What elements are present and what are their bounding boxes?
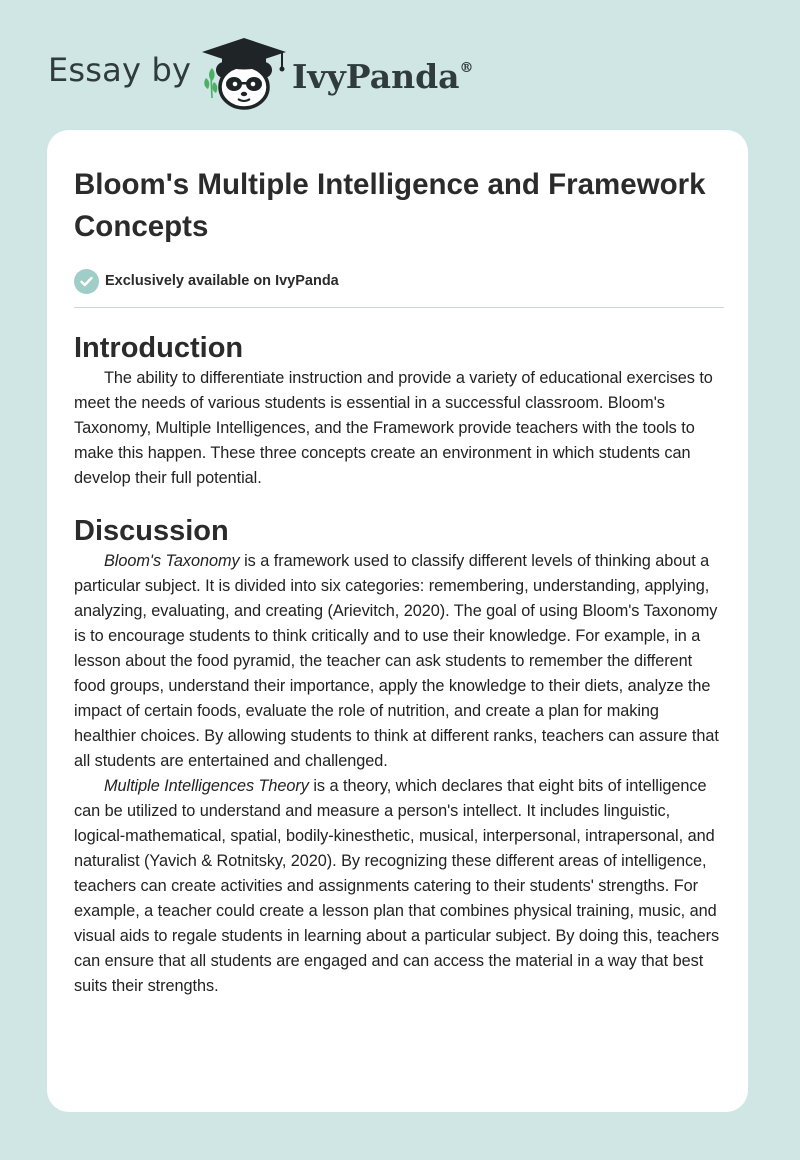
site-header [0,0,800,120]
paragraph-lead-term: Bloom's Taxonomy [104,552,240,570]
page-title: Bloom's Multiple Intelligence and Framework Concepts [74,168,706,243]
paragraph-text: is a framework used to classify different levels of thinking about a particular subject. It is divided into six categories: remembering, understanding, applying, analyzing, evaluating, and creating (Arievitch, 2020). The goal of using Bloom's Taxonomy is to encourage students to think critically and to use their knowledge. For example, in a lesson about the food pyramid, the teacher can ask students to remember the different food groups, understand their importance, apply the knowledge to their diets, analyze the impact of certain foods, evaluate the role of nutrition, and create a plan for making healthier choices. By allowing students to think at different ranks, teachers can assure that all students are entertained and challenged. [74,552,719,770]
divider [74,307,724,308]
paragraph-text: is a theory, which declares that eight bits of intelligence can be utilized to understand and measure a person's intellect. It includes linguistic, logical-mathematical, spatial, bodily-kinesthetic, musical, interpersonal, intrapersonal, and naturalist (Yavich & Rotnitsky, 2020). By recognizing these different areas of intelligence, teachers can create activities and assignments catering to their students' strengths. For example, a teacher could create a lesson plan that combines physical training, music, and visual aids to regale students in learning about a particular subject. By doing this, teachers can ensure that all students are engaged and can access the material in a way that best suits their strengths. [74,777,720,995]
paragraph-introduction [74,366,724,491]
essay-content [74,164,724,999]
essay-card [47,130,748,1112]
brand-text: IvyPanda [292,57,460,96]
registered-mark: ® [459,60,474,76]
essay-by-label: Essay by [48,51,192,89]
paragraph-multiple-intelligences [74,774,724,999]
brand-name[interactable] [292,52,474,97]
exclusive-badge [74,268,724,294]
ivy-leaf-icon [204,68,217,98]
paragraph-lead-term: Multiple Intelligences Theory [104,777,309,795]
check-badge-icon [74,269,99,294]
section-heading-introduction: Introduction [74,332,244,364]
panda-graduate-logo-icon[interactable] [198,32,290,112]
paragraph-text: The ability to differentiate instruction and provide a variety of educational exercises to meet the needs of various students is essential in a successful classroom. Bloom's Taxonomy, Multiple Intelligences, and the Framework provide teachers with the tools to make this happen. These three concepts create an environment in which students can develop their full potential. [74,369,713,487]
section-heading-discussion: Discussion [74,515,229,547]
paragraph-blooms-taxonomy [74,549,724,774]
exclusive-label: Exclusively available on IvyPanda [105,273,339,289]
